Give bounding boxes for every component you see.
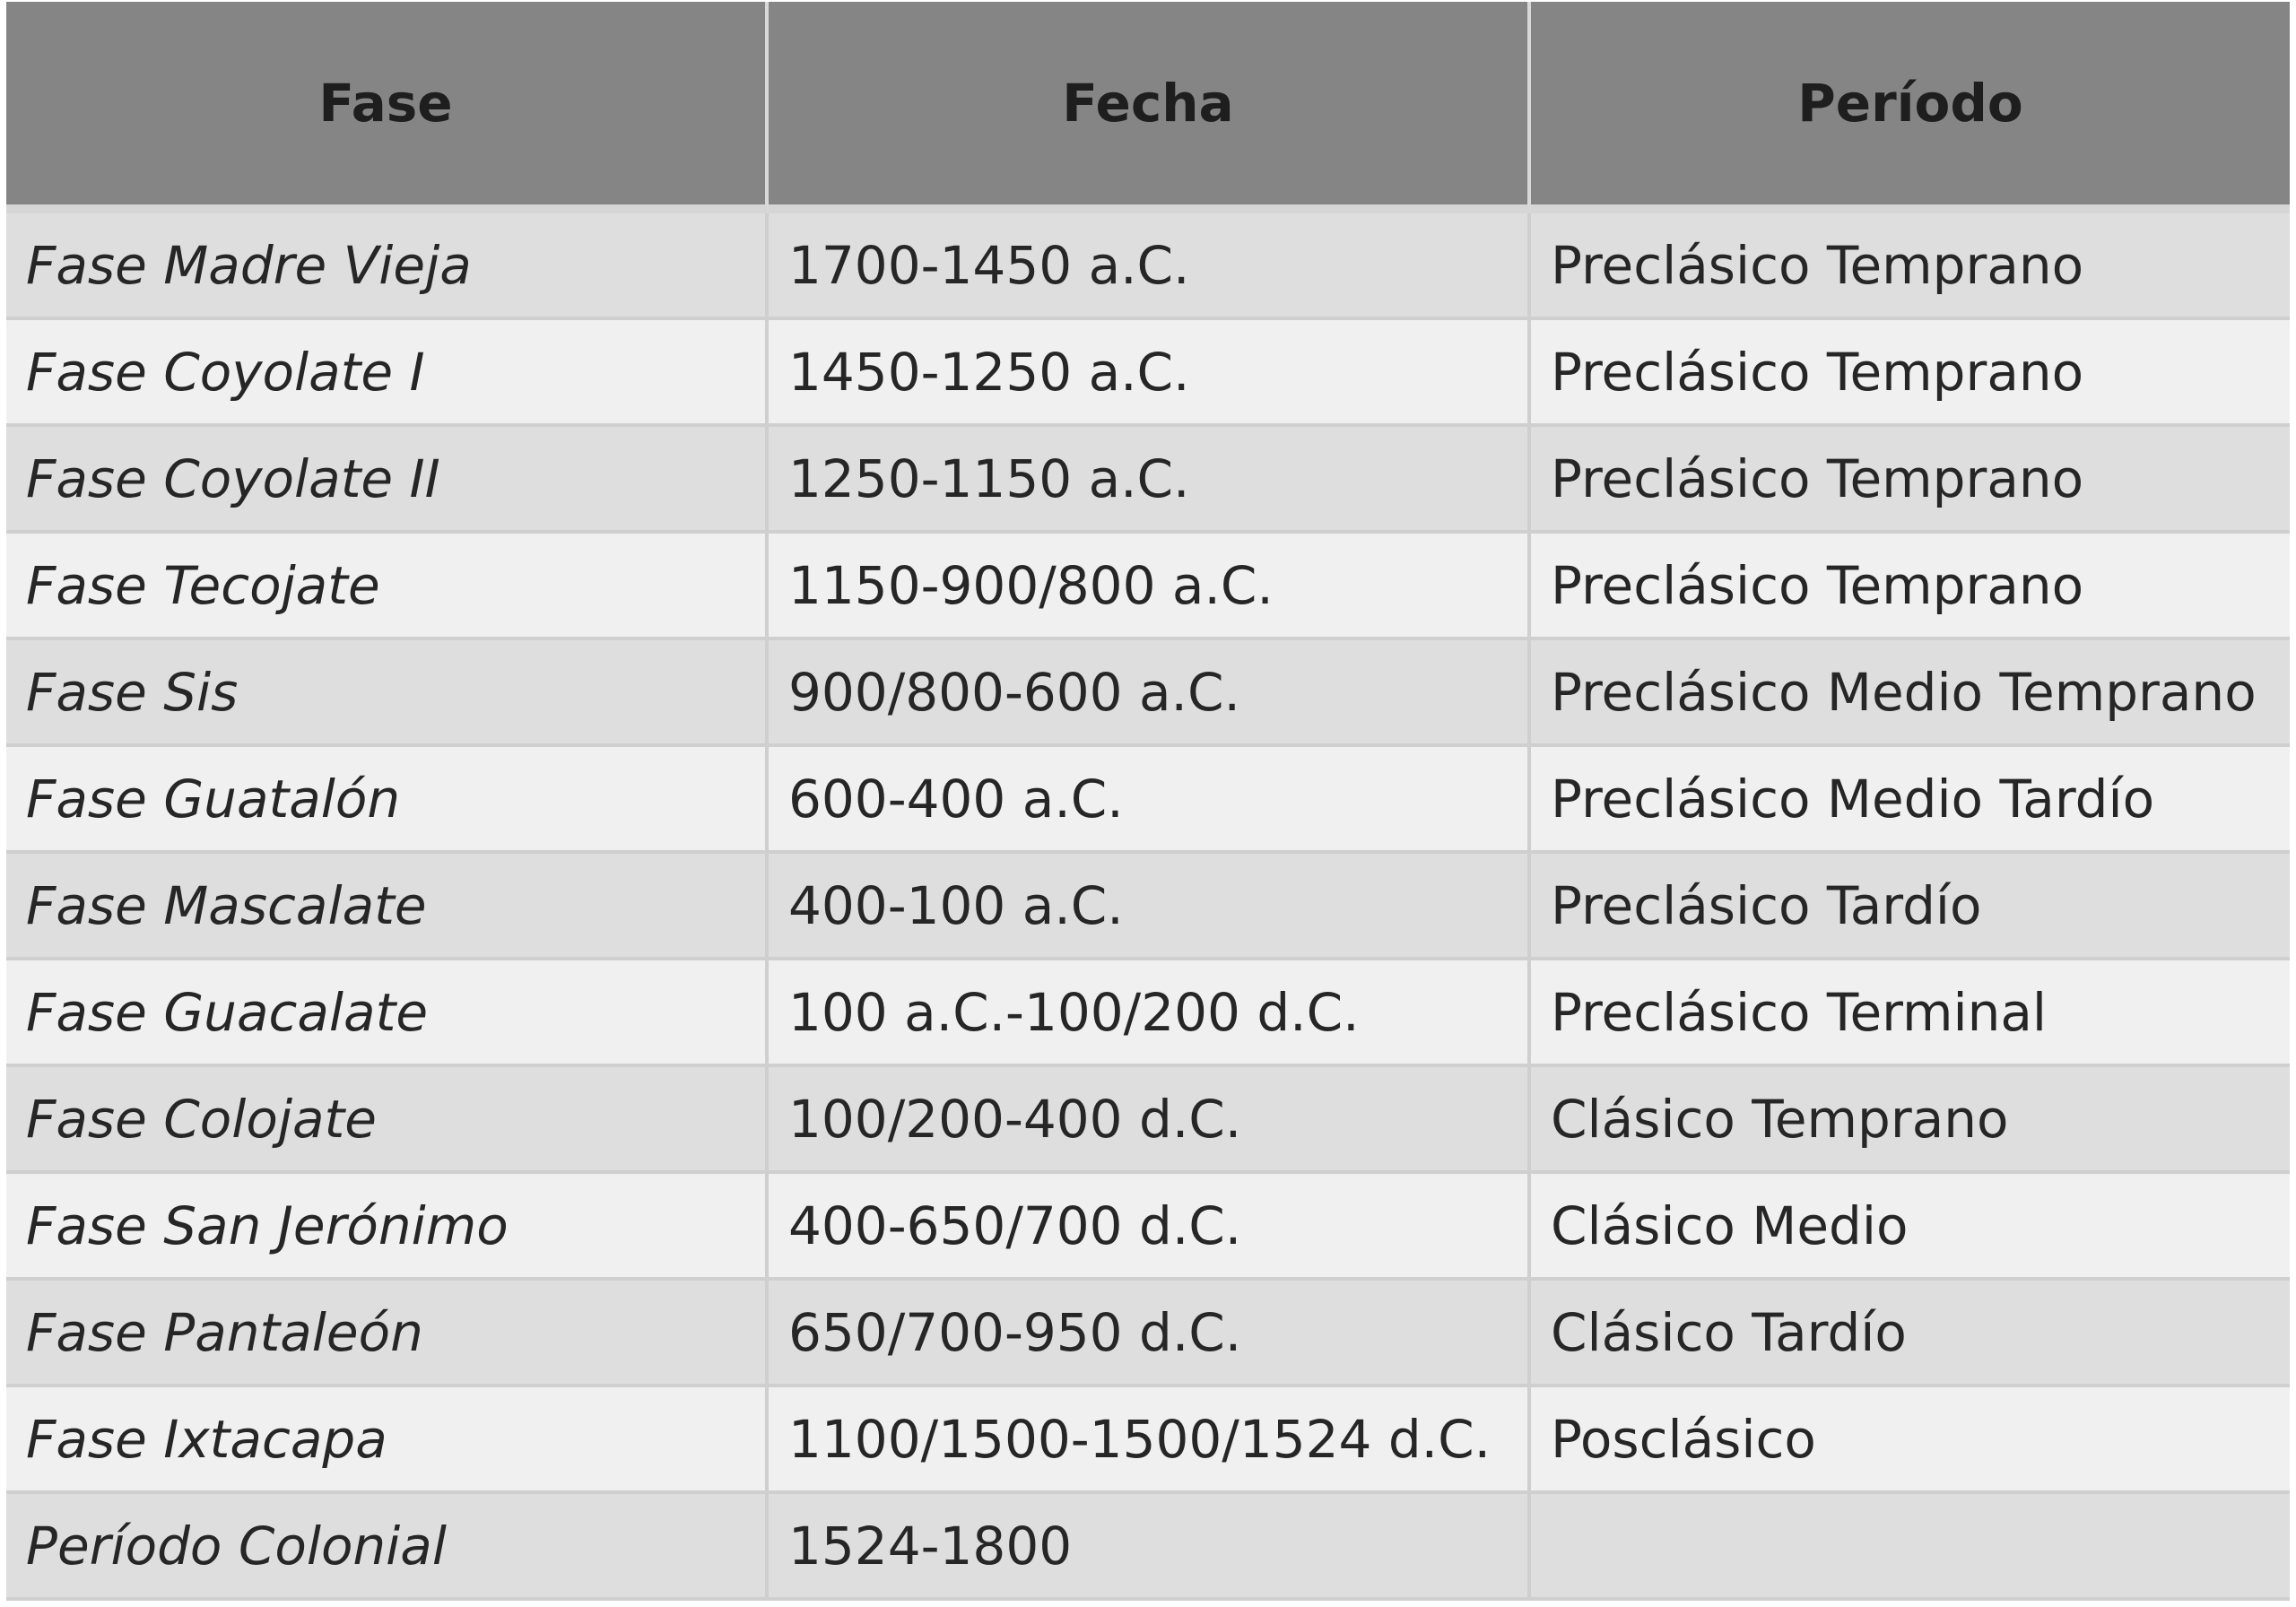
cell-fecha: 600-400 a.C. [769,747,1531,854]
cell-fecha: 1450-1250 a.C. [769,320,1531,427]
table-header [6,2,2290,213]
cell-periodo: Preclásico Temprano [1531,213,2290,320]
cell-fecha: 1524-1800 [769,1494,1531,1601]
cell-periodo: Preclásico Tardío [1531,854,2290,960]
cell-fecha: 650/700-950 d.C. [769,1281,1531,1387]
table-row [6,1067,2290,1174]
cell-fase: Fase Tecojate [6,534,769,640]
cell-fase: Fase Guatalón [6,747,769,854]
table-row [6,1494,2290,1601]
cell-periodo: Preclásico Temprano [1531,320,2290,427]
cell-periodo: Preclásico Terminal [1531,960,2290,1067]
cell-fase: Fase Colojate [6,1067,769,1174]
cell-periodo: Clásico Tardío [1531,1281,2290,1387]
table-row [6,960,2290,1067]
cell-fase: Período Colonial [6,1494,769,1601]
cell-fase: Fase Sis [6,640,769,747]
cell-periodo: Posclásico [1531,1387,2290,1494]
cell-fase: Fase Coyolate I [6,320,769,427]
cell-fecha: 400-650/700 d.C. [769,1174,1531,1281]
cell-fase: Fase Mascalate [6,854,769,960]
cell-fase: Fase Guacalate [6,960,769,1067]
table-row [6,640,2290,747]
cell-fase: Fase Coyolate II [6,427,769,534]
cell-fase: Fase Madre Vieja [6,213,769,320]
cell-periodo: Preclásico Medio Tardío [1531,747,2290,854]
cell-fecha: 400-100 a.C. [769,854,1531,960]
table-row [6,320,2290,427]
header-fase: Fase [6,2,769,213]
cell-fecha: 1150-900/800 a.C. [769,534,1531,640]
cell-fecha: 900/800-600 a.C. [769,640,1531,747]
header-fecha: Fecha [769,2,1531,213]
cell-fase: Fase Pantaleón [6,1281,769,1387]
cell-fecha: 100 a.C.-100/200 d.C. [769,960,1531,1067]
cell-periodo: Preclásico Temprano [1531,427,2290,534]
cell-fase: Fase Ixtacapa [6,1387,769,1494]
table-row [6,1174,2290,1281]
cell-fecha: 1700-1450 a.C. [769,213,1531,320]
table-row [6,1281,2290,1387]
table-row [6,747,2290,854]
cell-periodo: Clásico Medio [1531,1174,2290,1281]
cell-fecha: 1100/1500-1500/1524 d.C. [769,1387,1531,1494]
table-row [6,1387,2290,1494]
table-row [6,854,2290,960]
table-body [6,213,2290,1601]
cell-periodo: Clásico Temprano [1531,1067,2290,1174]
header-periodo: Período [1531,2,2290,213]
cell-fecha: 1250-1150 a.C. [769,427,1531,534]
cell-fecha: 100/200-400 d.C. [769,1067,1531,1174]
header-row [6,2,2290,213]
cell-periodo [1531,1494,2290,1601]
chronology-table [6,2,2290,1601]
cell-fase: Fase San Jerónimo [6,1174,769,1281]
cell-periodo: Preclásico Medio Temprano [1531,640,2290,747]
cell-periodo: Preclásico Temprano [1531,534,2290,640]
table-row [6,213,2290,320]
table-row [6,534,2290,640]
table-row [6,427,2290,534]
